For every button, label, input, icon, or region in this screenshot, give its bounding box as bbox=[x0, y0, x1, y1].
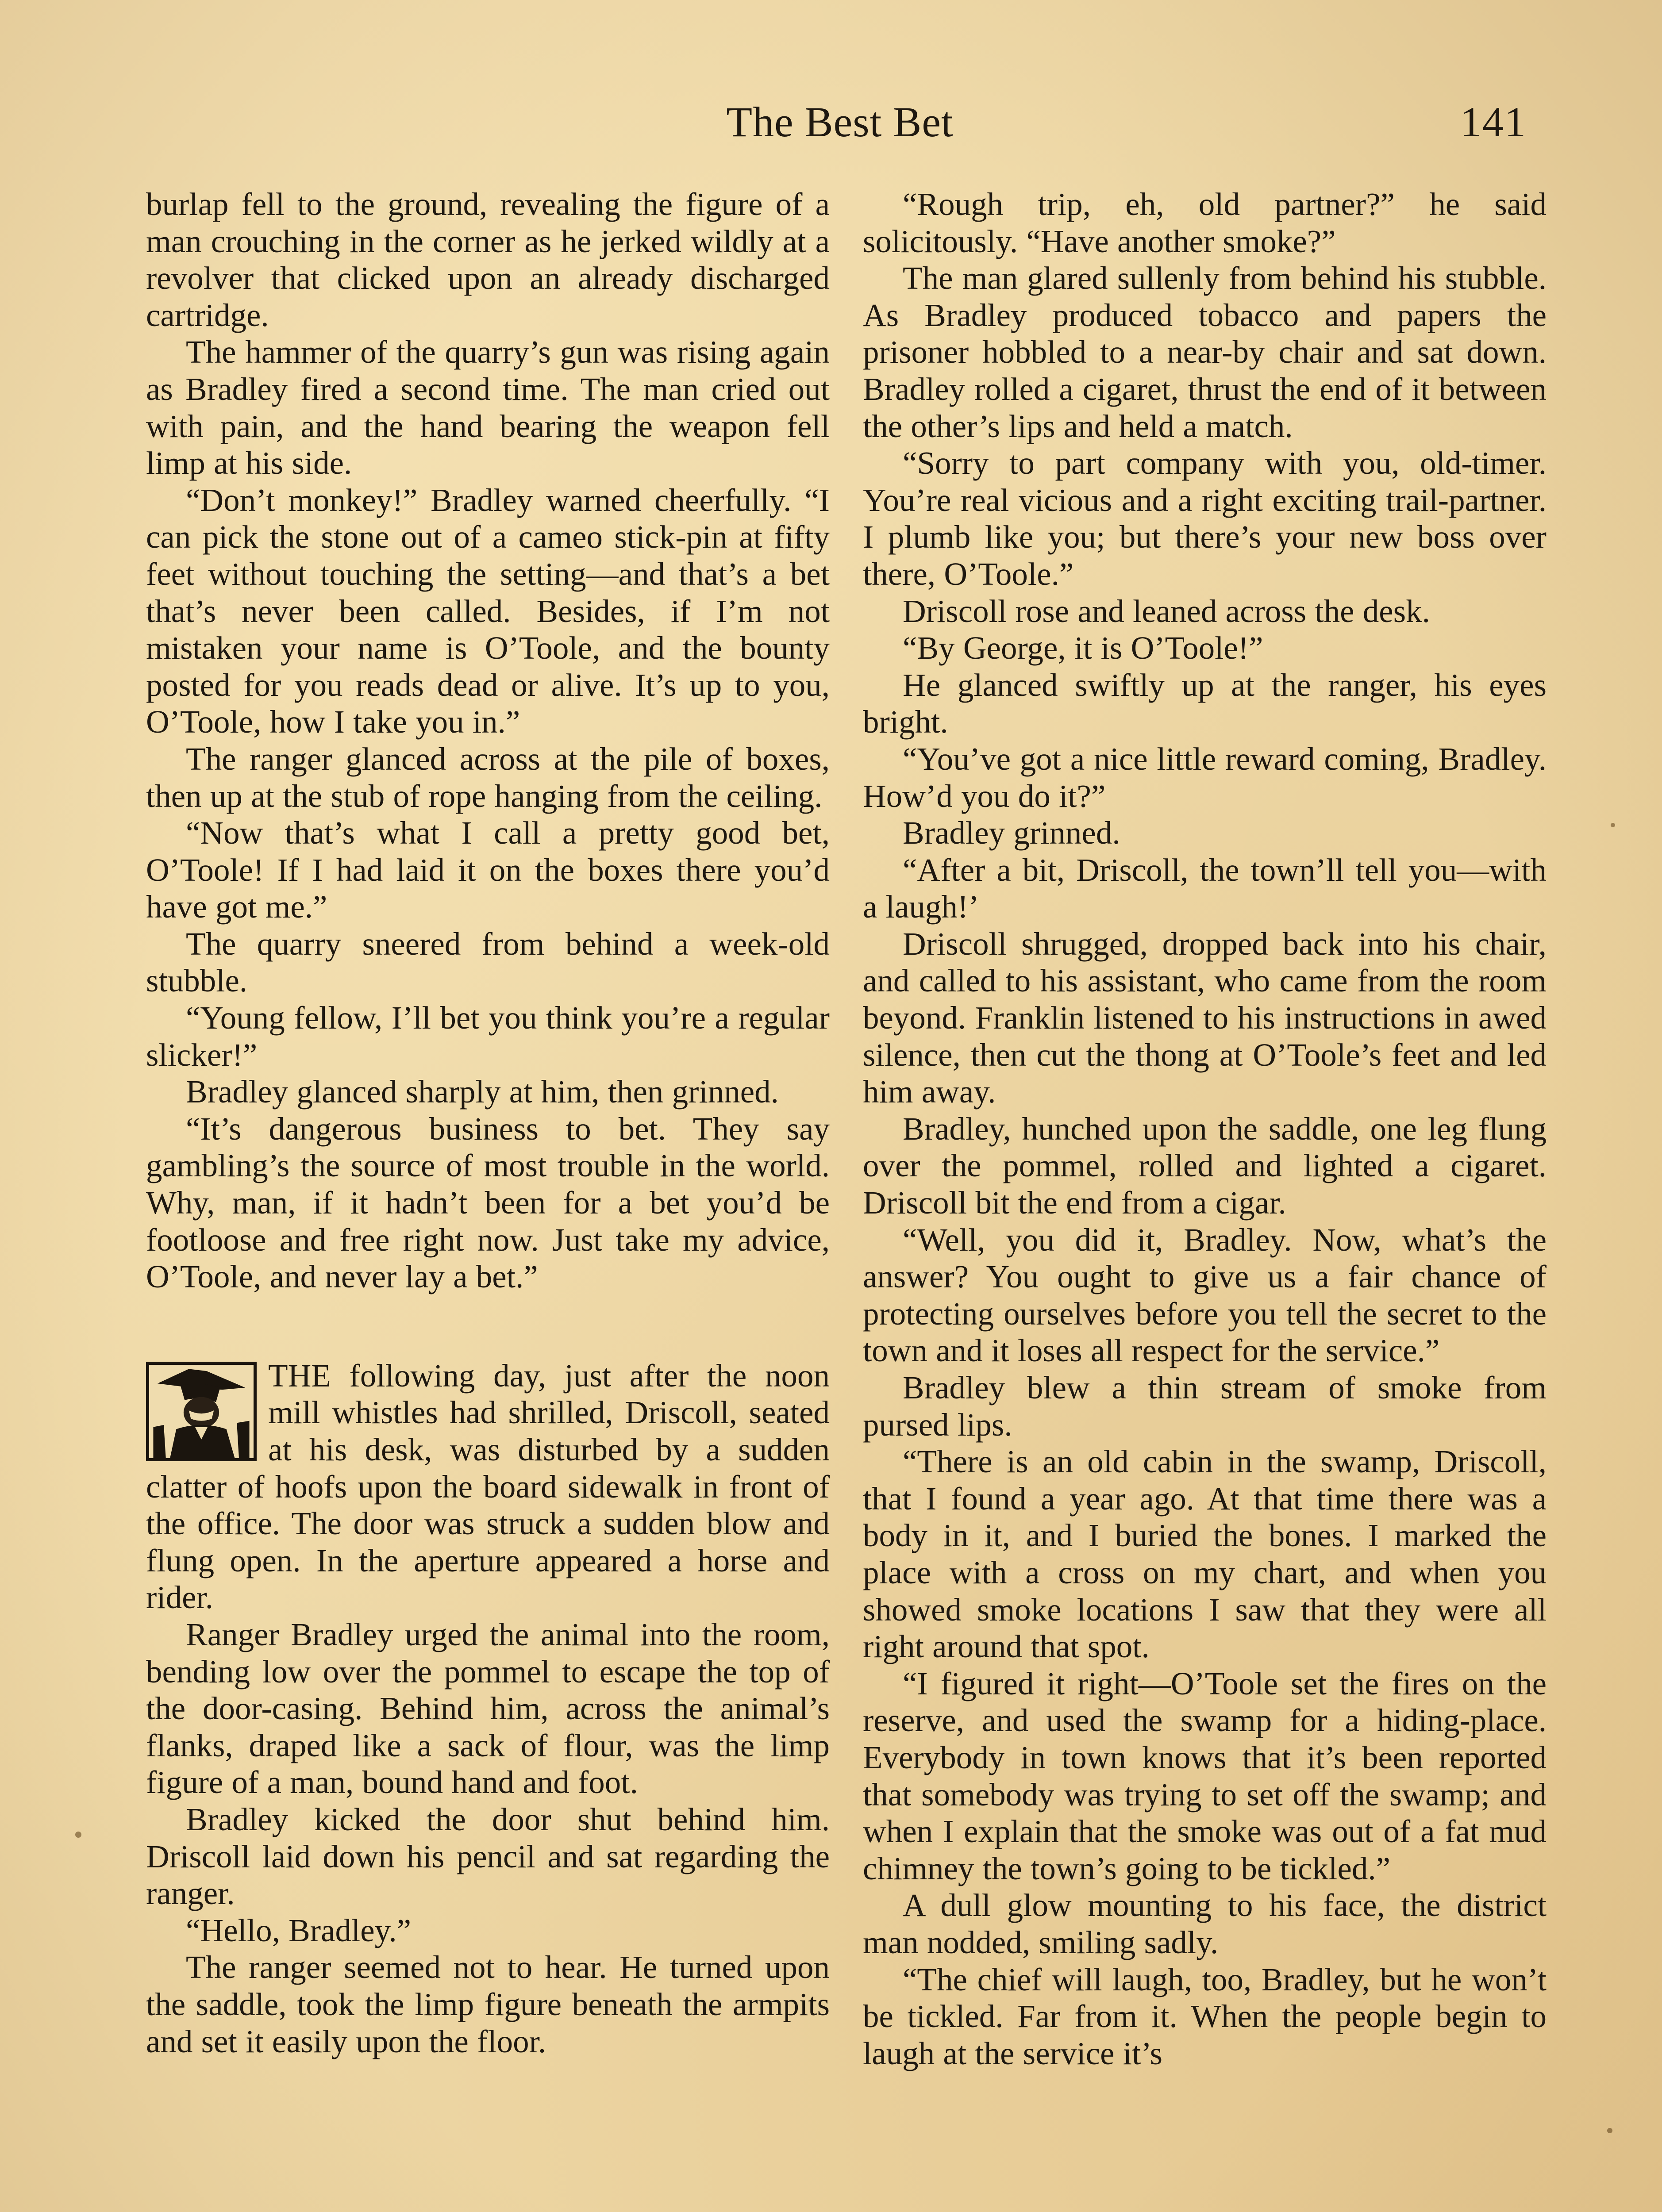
paragraph: “By George, it is O’Toole!” bbox=[903, 630, 1263, 666]
paragraph: burlap fell to the ground, revealing the figure of a man crouching in the corner as he jerked wildly at a revolver that clicked upon an already discharged cartridge. bbox=[146, 186, 830, 333]
cowboy-portrait-icon bbox=[146, 1362, 257, 1461]
section-opening-paragraph: THE following day, just after the noon mill whistles had shrilled, Driscoll, seated at his desk, was disturbed by a sudden clatter of hoofs upon the board sidewalk in front of the office. The door was struck a sudden blow and flung open. In the aperture appeared a horse and rider. bbox=[146, 1357, 830, 1616]
paragraph: “It’s dangerous business to bet. They say gambling’s the source of most trouble in the world. Why, man, if it hadn’t been for a bet you’d be footloose and free right now. Just take my advice, O’Toole, and never lay a bet.” bbox=[146, 1110, 830, 1295]
paragraph: The man glared sullenly from behind his stubble. As Bradley produced tobacco and papers the prisoner hobbled to a near-by chair and sat down. Bradley rolled a cigaret, thrust the end of it between the other’s lips and held a match. bbox=[863, 260, 1547, 444]
paragraph: “Now that’s what I call a pretty good bet, O’Toole! If I had laid it on the boxes there you’d have got me.” bbox=[146, 815, 830, 925]
paragraph: “Rough trip, eh, old partner?” he said solicitously. “Have another smoke?” bbox=[863, 186, 1547, 259]
paragraph: “You’ve got a nice little reward coming, Bradley. How’d you do it?” bbox=[863, 741, 1547, 814]
paragraph: The quarry sneered from behind a week-old stubble. bbox=[146, 926, 830, 999]
paragraph: Bradley glanced sharply at him, then grinned. bbox=[186, 1074, 779, 1110]
page-number: 141 bbox=[1460, 98, 1527, 146]
paragraph: Ranger Bradley urged the animal into the room, bending low over the pommel to escape the top of the door-casing. Behind him, across the animal’s flanks, draped like a sack of flour, was the limp figure of a man, bound hand and foot. bbox=[146, 1616, 830, 1801]
ink-spot bbox=[75, 1832, 81, 1838]
paragraph: “There is an old cabin in the swamp, Driscoll, that I found a year ago. At that time there was a body in it, and I buried the bones. I marked the place with a cross on my chart, and when you showed smoke locations I saw that they were all right around that spot. bbox=[863, 1444, 1547, 1665]
paragraph: Driscoll shrugged, dropped back into his chair, and called to his assistant, who came from the room beyond. Franklin listened to his instructions in awed silence, then cut the thong at O’Toole’s feet and led him away. bbox=[863, 926, 1547, 1110]
paragraph: “I figured it right—O’Toole set the fires on the reserve, and used the swamp for a hiding-place. Everybody in town knows that it’s been reported that somebody was trying to set off the swamp; and when I explain that the smoke was out of a fat mud chimney the town’s going to be tickled.” bbox=[863, 1665, 1547, 1886]
section-break bbox=[146, 1357, 830, 2060]
paragraph: The ranger seemed not to hear. He turned upon the saddle, took the limp figure beneath the armpits and set it easily upon the floor. bbox=[146, 1949, 830, 2059]
paragraph: He glanced swiftly up at the ranger, his eyes bright. bbox=[863, 667, 1547, 740]
paragraph: “After a bit, Driscoll, the town’ll tell you—with a laugh!’ bbox=[863, 852, 1547, 925]
paragraph: “Don’t monkey!” Bradley warned cheerfully. “I can pick the stone out of a cameo stick-pin at fifty feet without touching the setting—and that’s a bet that’s never been called. Besides, if I’m not mistaken your name is O’Toole, and the bounty posted for you reads dead or alive. It’s up to you, O’Toole, how I take you in.” bbox=[146, 482, 830, 740]
paragraph: “The chief will laugh, too, Bradley, but he won’t be tickled. Far from it. When the people begin to laugh at the service it’s bbox=[863, 1961, 1547, 2071]
paragraph: Driscoll rose and leaned across the desk. bbox=[903, 593, 1430, 629]
paragraph: “Young fellow, I’ll bet you think you’re a regular slicker!” bbox=[146, 1000, 830, 1073]
page-header bbox=[0, 97, 1662, 150]
paragraph: “Well, you did it, Bradley. Now, what’s the answer? You ought to give us a fair chance of protecting ourselves before you tell the secret to the town and it loses all respect for the service.” bbox=[863, 1221, 1547, 1369]
running-title: The Best Bet bbox=[726, 98, 954, 146]
left-column bbox=[146, 186, 830, 2060]
paragraph: Bradley kicked the door shut behind him. Driscoll laid down his pencil and sat regarding the ranger. bbox=[146, 1801, 830, 1912]
paragraph: The ranger glanced across at the pile of boxes, then up at the stub of rope hanging from the ceiling. bbox=[146, 741, 830, 814]
paragraph: Bradley, hunched upon the saddle, one leg flung over the pommel, rolled and lighted a cigaret. Driscoll bit the end from a cigar. bbox=[863, 1110, 1547, 1221]
paragraph: The hammer of the quarry’s gun was rising again as Bradley fired a second time. The man cried out with pain, and the hand bearing the weapon fell limp at his side. bbox=[146, 334, 830, 481]
paragraph: A dull glow mounting to his face, the district man nodded, smiling sadly. bbox=[863, 1887, 1547, 1960]
ink-spot bbox=[1607, 2128, 1612, 2133]
paragraph: Bradley grinned. bbox=[903, 815, 1120, 851]
paragraph: “Hello, Bradley.” bbox=[186, 1912, 412, 1948]
ink-spot bbox=[1611, 823, 1615, 827]
right-column bbox=[863, 186, 1547, 2072]
paragraph: “Sorry to part company with you, old-timer. You’re real vicious and a right exciting trail-partner. I plumb like you; but there’s your new boss over there, O’Toole.” bbox=[863, 445, 1547, 592]
paragraph: Bradley blew a thin stream of smoke from pursed lips. bbox=[863, 1370, 1547, 1443]
